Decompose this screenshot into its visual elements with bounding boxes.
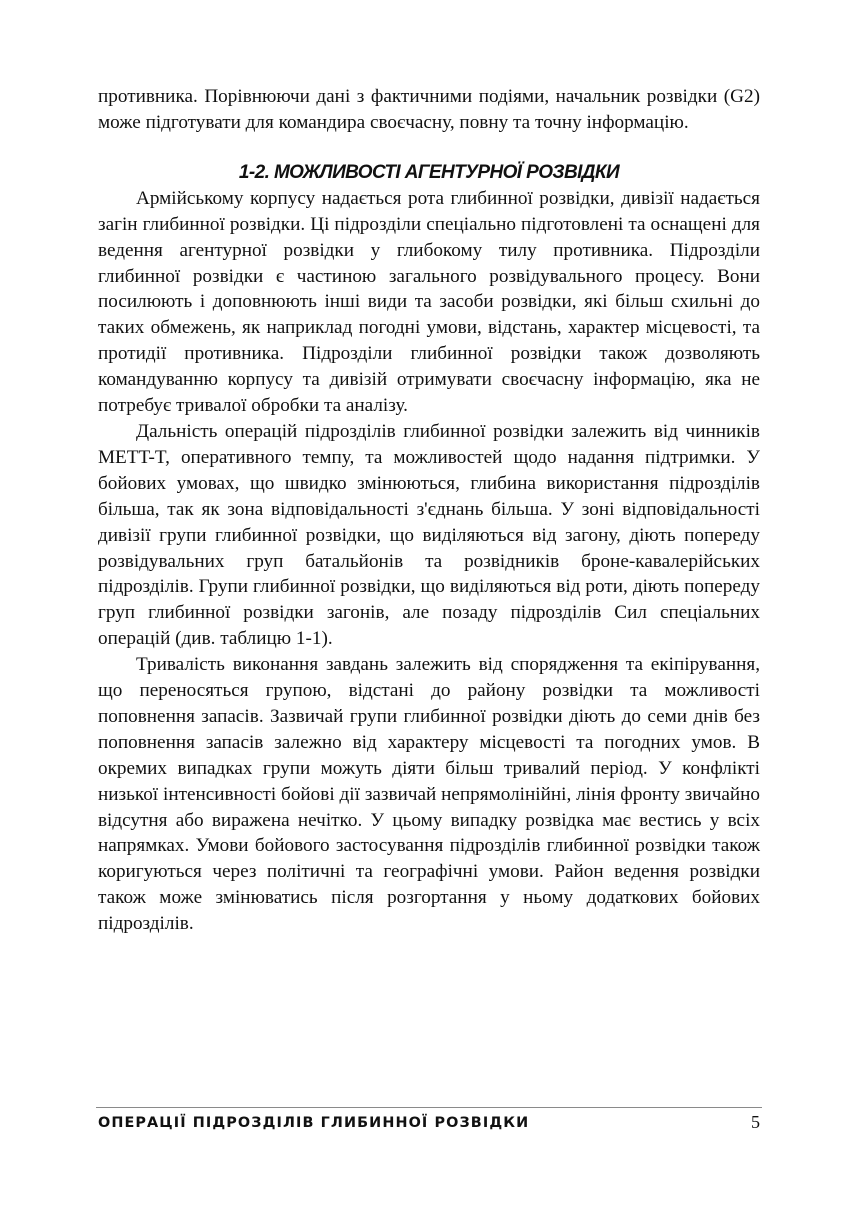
footer-title: ОПЕРАЦІЇ ПІДРОЗДІЛІВ ГЛИБИННОЇ РОЗВІДКИ xyxy=(98,1115,530,1131)
body-paragraph: Тривалість виконання завдань залежить від спорядження та екіпірування, що переносяться групою, відстані до району розвідки та можливості поповнення запасів. Зазвичай групи глибинної розвідки діють до семи днів без поповнення запасів залежно від характеру місцевості та погодних умов. В окремих випадках групи можуть діяти більш тривалий період. У конфлікті низької інтенсивності бойові дії зазвичай непрямолінійні, лінія фронту звичайно відсутня або виражена нечітко. У цьому випадку розвідка має вестись у всіх напрямках. Умови бойового застосування підрозділів глибинної розвідки також коригуються через політичні та географічні умови. Район ведення розвідки також може змінюватись після розгортання у ньому додаткових бойових підрозділів. xyxy=(98,654,760,935)
intro-paragraph: противника. Порівнюючи дані з фактичними подіями, начальник розвідки (G2) може підготувати для командира своєчасну, повну та точну інформацію. xyxy=(98,86,760,133)
document-page xyxy=(98,84,760,937)
section-heading: 1-2. МОЖЛИВОСТІ АГЕНТУРНОЇ РОЗВІДКИ xyxy=(238,161,620,183)
body-paragraph: Дальність операцій підрозділів глибинної розвідки залежить від чинників METT-T, оперативного темпу, та можливостей щодо надання підтримки. У бойових умовах, що швидко змінюються, глибина використання підрозділів більша, так як зона відповідальності з'єднань більша. У зоні відповідальності дивізії групи глибинної розвідки, що виділяються від загону, діють попереду розвідувальних груп батальйонів та розвідників броне-кавалерійських підрозділів. Групи глибинної розвідки, що виділяються від роти, діють попереду груп глибинної розвідки загонів, але позаду підрозділів Сил спеціальних операцій (див. таблицю 1-1). xyxy=(98,420,760,650)
page-number: 5 xyxy=(751,1112,760,1132)
body-paragraph: Армійському корпусу надається рота глибинної розвідки, дивізії надається загін глибинної розвідки. Ці підрозділи спеціально підготовлені та оснащені для ведення агентурної розвідки у глибокому тилу противника. Підрозділи глибинної розвідки є частиною загального розвідувального процесу. Вони посилюють і доповнюють інші види та засоби розвідки, які більш схильні до таких обмежень, як наприклад погодні умови, відстань, характер місцевості, та протидії противника. Підрозділи глибинної розвідки також дозволяють командуванню корпусу та дивізій отримувати своєчасну інформацію, яка не потребує тривалої обробки та аналізу. xyxy=(98,187,760,417)
footer-divider xyxy=(96,1107,762,1108)
